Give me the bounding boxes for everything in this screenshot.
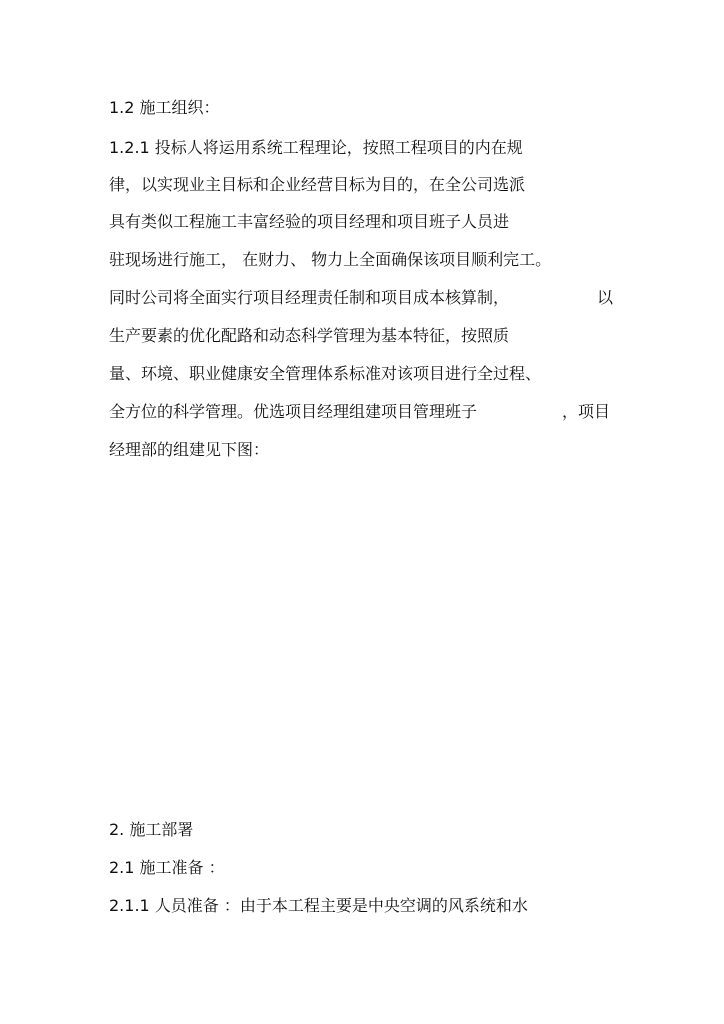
paragraph-line: 律，以实现业主目标和企业经营目标为目的，在全公司选派 xyxy=(109,175,526,194)
paragraph-line: 经理部的组建见下图： xyxy=(109,440,270,459)
paragraph-line: 生产要素的优化配路和动态科学管理为基本特征，按照质 xyxy=(109,326,510,345)
paragraph-line-trailing-text: ，项目 xyxy=(562,402,611,421)
paragraph-line: 驻现场进行施工， 在财力、 物力上全面确保该项目顺利完工。 xyxy=(109,250,552,269)
paragraph-line: 1.2.1 投标人将运用系统工程理论，按照工程项目的内在规 xyxy=(109,138,523,157)
paragraph-line: 2.1.1 人员准备 ：由于本工程主要是中央空调的风系统和水 xyxy=(109,896,528,915)
paragraph-line: 量、环境、职业健康安全管理体系标准对该项目进行全过程、 xyxy=(109,364,542,383)
paragraph-line: 同时公司将全面实行项目经理责任制和项目成本核算制， xyxy=(109,288,510,307)
section-heading-2: 2. 施工部署 xyxy=(109,820,194,839)
paragraph-line: 具有类似工程施工丰富经验的项目经理和项目班子人员进 xyxy=(109,212,510,231)
subsection-heading-2-1: 2.1 施工准备 ： xyxy=(109,858,225,877)
paragraph-line-trailing-text: 以 xyxy=(597,288,614,307)
section-heading-1-2: 1.2 施工组织： xyxy=(109,98,220,117)
paragraph-line: 全方位的科学管理。优选项目经理组建项目管理班子 xyxy=(109,402,478,421)
